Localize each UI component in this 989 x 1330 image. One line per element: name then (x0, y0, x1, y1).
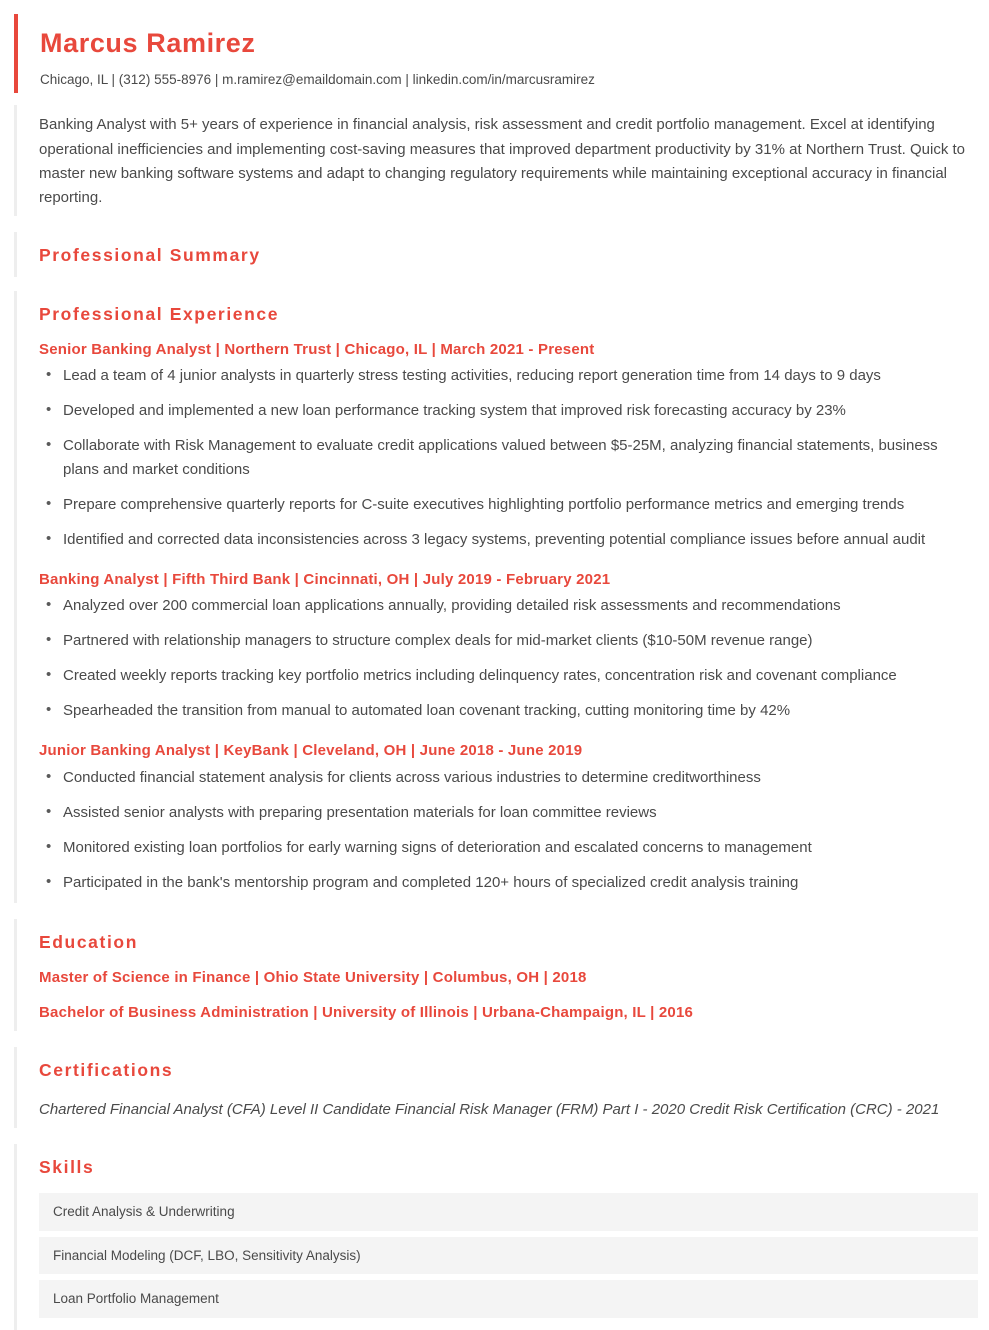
skill-item: Loan Portfolio Management (39, 1280, 978, 1318)
list-item: • Lead a team of 4 junior analysts in quarterly stress testing activities, reducing report generation time from 14 days to 9 days (63, 364, 975, 388)
job-headline: Junior Banking Analyst | KeyBank | Cleveland, OH | June 2018 - June 2019 (39, 742, 583, 760)
section-heading-professional-summary: Professional Summary (39, 245, 261, 266)
job-headline: Senior Banking Analyst | Northern Trust | Chicago, IL | March 2021 - Present (39, 340, 595, 358)
list-item: • Prepare comprehensive quarterly reports for C-suite executives highlighting portfolio performance metrics and emerging trends (63, 493, 975, 517)
experience-entry (39, 570, 975, 723)
skills-list (39, 1193, 975, 1318)
summary-text: Banking Analyst with 5+ years of experience in financial analysis, risk assessment and credit portfolio management. Excel at identifying operational inefficiencies and implementing cost-saving measures that improved department productivity by 31% at Northern Trust. Quick to master new banking software systems and adapt to changing regulatory requirements while maintaining exceptional accuracy in financial reporting. (39, 116, 966, 207)
list-item: • Analyzed over 200 commercial loan applications annually, providing detailed risk assessments and recommendations (63, 594, 975, 618)
list-item: • Conducted financial statement analysis for clients across various industries to determine creditworthiness (63, 766, 975, 790)
education-entry: Bachelor of Business Administration | University of Illinois | Urbana-Champaign, IL | 2016 (39, 1004, 694, 1022)
list-item: • Created weekly reports tracking key portfolio metrics including delinquency rates, concentration risk and covenant compliance (63, 664, 975, 688)
resume-page (0, 14, 989, 1330)
education-entry: Master of Science in Finance | Ohio State University | Columbus, OH | 2018 (39, 969, 587, 987)
section-certifications (14, 1047, 975, 1128)
page-title: Marcus Ramirez (40, 28, 256, 58)
list-item: • Assisted senior analysts with preparing presentation materials for loan committee reviews (63, 801, 975, 825)
skill-item: Credit Analysis & Underwriting (39, 1193, 978, 1231)
section-heading-professional-experience: Professional Experience (39, 304, 280, 325)
resume-header (14, 14, 975, 93)
certifications-text: Chartered Financial Analyst (CFA) Level II Candidate Financial Risk Manager (FRM) Part I - 2020 Credit Risk Certification (CRC) - 2021 (39, 1101, 940, 1119)
job-bullets (39, 364, 975, 552)
list-item: • Partnered with relationship managers to structure complex deals for mid-market clients ($10-50M revenue range) (63, 629, 975, 653)
section-professional-summary (14, 232, 975, 277)
section-heading-certifications: Certifications (39, 1060, 174, 1081)
section-heading-skills: Skills (39, 1157, 95, 1178)
list-item: • Monitored existing loan portfolios for early warning signs of deterioration and escalated concerns to management (63, 836, 975, 860)
skill-item: Financial Modeling (DCF, LBO, Sensitivity Analysis) (39, 1237, 978, 1275)
list-item: • Spearheaded the transition from manual to automated loan covenant tracking, cutting monitoring time by 42% (63, 699, 975, 723)
summary-block (14, 105, 975, 216)
list-item: • Participated in the bank's mentorship program and completed 120+ hours of specialized credit analysis training (63, 871, 975, 895)
section-education (14, 919, 975, 1032)
section-professional-experience (14, 291, 975, 903)
section-heading-education: Education (39, 931, 138, 952)
job-headline: Banking Analyst | Fifth Third Bank | Cincinnati, OH | July 2019 - February 2021 (39, 571, 611, 589)
list-item: • Collaborate with Risk Management to evaluate credit applications valued between $5-25M, analyzing financial statements, business plans and market conditions (63, 434, 975, 482)
experience-entry (39, 741, 975, 894)
list-item: • Identified and corrected data inconsistencies across 3 legacy systems, preventing potential compliance issues before annual audit (63, 528, 975, 552)
job-bullets (39, 594, 975, 723)
job-bullets (39, 766, 975, 895)
experience-entry (39, 340, 975, 552)
contact-line: Chicago, IL | (312) 555-8976 | m.ramirez@emaildomain.com | linkedin.com/in/marcusramirez (40, 72, 595, 88)
list-item: • Developed and implemented a new loan performance tracking system that improved risk forecasting accuracy by 23% (63, 399, 975, 423)
section-skills (14, 1144, 975, 1329)
